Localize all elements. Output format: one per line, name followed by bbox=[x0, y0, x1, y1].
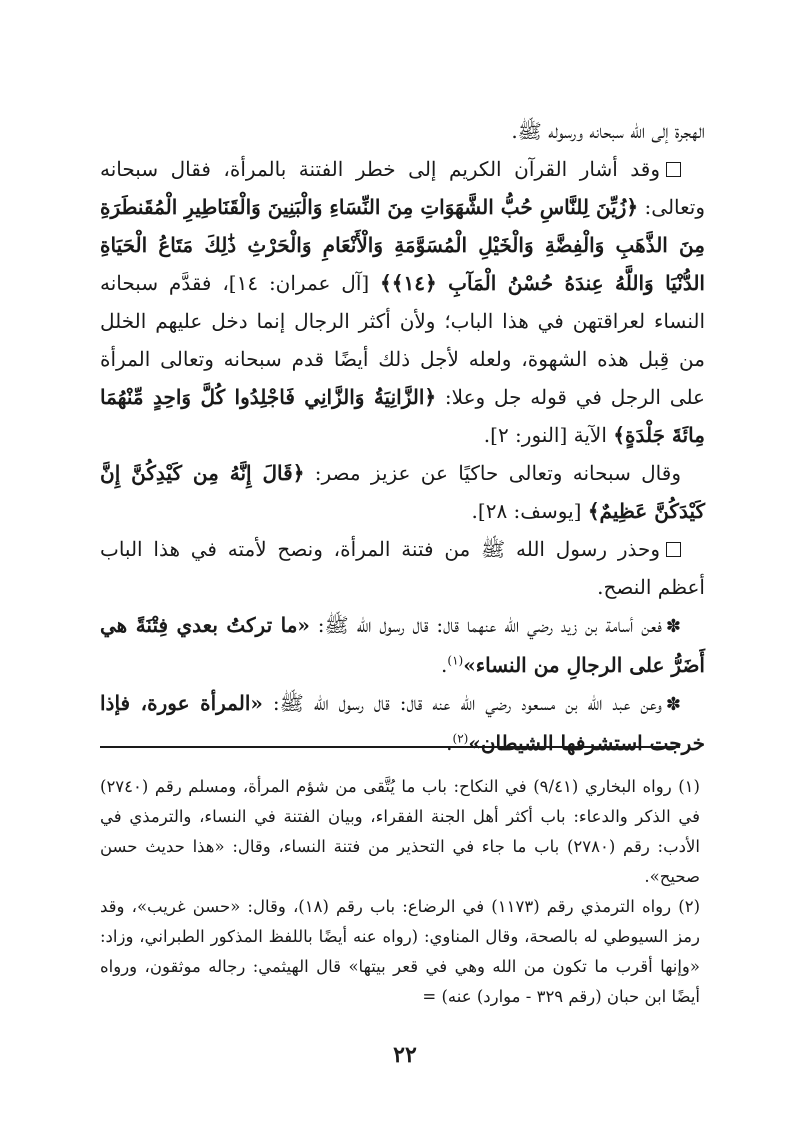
footnote-2: (٢) رواه الترمذي رقم (١١٧٣) في الرضاع: باب رقم (١٨)، وقال: «حسن غريب»، وقد رمز السيوطي له بالصحة، وقال المناوي: (رواه عنه أيضًا باللفظ المذكور الطبراني، وزاد: «وإنها أقرب ما تكون من الله وهي في قعر بيتها» قال الهيثمي: رجاله موثقون، ورواه أيضًا ابن حبان (رقم ٣٢٩ - موارد) عنه) = bbox=[100, 897, 700, 1006]
p4-text: وحذر رسول الله ﷺ من فتنة المرأة، ونصح لأمته في هذا الباب أعظم النصح. bbox=[100, 537, 705, 599]
paragraph-6: ✽وعن عبد الله بن مسعود رضي الله عنه قال: قال رسول الله ﷺ: «المرأة عورة، فإذا خرجت استشرفها الشيطان»$^{(٢)}$. bbox=[100, 691, 705, 755]
footnote-ref-1[interactable]: (١) bbox=[447, 653, 464, 668]
square-bullet-icon bbox=[666, 542, 681, 557]
p3-end: [يوسف: ٢٨]. bbox=[471, 499, 588, 523]
paragraph-5: ✽فعن أسامة بن زيد رضي الله عنهما قال: قال رسول الله ﷺ: «ما تركتُ بعدي فِتْنَةً هي أَضَرُّ على الرجالِ من النساء»$^{(١)}$. bbox=[100, 613, 705, 677]
p3-lead: وقال سبحانه وتعالى حاكيًا عن عزيز مصر: bbox=[304, 461, 681, 485]
paragraph-3 bbox=[100, 454, 705, 530]
quran-verse-yusuf: ﴿قَالَ إِنَّهُ مِن كَيْدِكُنَّ إِنَّ كَيْدَكُنَّ عَظِيمٌ﴾ bbox=[100, 461, 705, 523]
paragraph-2 bbox=[100, 150, 705, 454]
p6-lead: وعن عبد الله بن مسعود رضي الله عنه قال: قال رسول الله ﷺ: bbox=[262, 691, 662, 715]
footnote-ref-2[interactable]: (٢) bbox=[452, 731, 469, 746]
page-number: ٢٢ bbox=[393, 1042, 417, 1068]
p2-end: الآية [النور: ٢]. bbox=[483, 423, 614, 447]
p2-rest: فقدَّم سبحانه النساء لعراقتهن في هذا الباب؛ ولأن أكثر الرجال إنما دخل عليهم الخلل من قِبل هذه الشهوة، ولعله لأجل ذلك أيضًا قدم سبحانه وتعالى المرأة على الرجل في قوله جل وعلا: bbox=[100, 271, 705, 409]
quran-verse-al-imran: ﴿زُيِّنَ لِلنَّاسِ حُبُّ الشَّهَوَاتِ مِنَ النِّسَاءِ وَالْبَنِينَ وَالْقَنَاطِيرِ الْمُقَنطَرَةِ مِنَ الذَّهَبِ وَالْفِضَّةِ وَالْخَيْلِ الْمُسَوَّمَةِ وَالْأَنْعَامِ وَالْحَرْثِ ذَٰلِكَ مَتَاعُ الْحَيَاةِ الدُّنْيَا وَاللَّهُ عِندَهُ حُسْنُ الْمَآبِ ﴿١٤﴾﴾ bbox=[100, 195, 705, 295]
hadith-text-1: «ما تركتُ بعدي فِتْنَةً هي أَضَرُّ على الرجالِ من النساء» bbox=[100, 613, 705, 677]
quran-verse-an-nur: ﴿الزَّانِيَةُ وَالزَّانِي فَاجْلِدُوا كُلَّ وَاحِدٍ مِّنْهُمَا مِائَةَ جَلْدَةٍ﴾ bbox=[100, 385, 705, 447]
footnote-divider bbox=[100, 746, 680, 748]
paragraph-4 bbox=[100, 530, 705, 606]
star-bullet-icon: ✽ bbox=[665, 694, 682, 715]
star-bullet-icon: ✽ bbox=[665, 616, 681, 637]
square-bullet-icon bbox=[666, 162, 681, 177]
footnote-1: (١) رواه البخاري (٩/٤١) في النكاح: باب ما يُتَّقى من شؤم المرأة، ومسلم رقم (٢٧٤٠) في الذكر والدعاء: باب أكثر أهل الجنة الفقراء، وبيان الفتنة في النساء، والترمذي في الأدب: رقم (٢٧٨٠) باب ما جاء في التحذير من فتنة النساء، وقال: «هذا حديث حسن صحيح». bbox=[100, 777, 700, 886]
footnotes bbox=[100, 772, 700, 1012]
p5-lead: فعن أسامة بن زيد رضي الله عنهما قال: قال رسول الله ﷺ: bbox=[309, 613, 662, 637]
hadith-text-2: «المرأة عورة، فإذا خرجت استشرفها الشيطان» bbox=[100, 691, 705, 755]
p2-reference: [آل عمران: ١٤]، bbox=[211, 271, 381, 295]
paragraph-1: الهجرة إلى الله سبحانه ورسوله ﷺ. bbox=[511, 119, 705, 143]
p2-lead: وقد أشار القرآن الكريم إلى خطر الفتنة بالمرأة، فقال سبحانه وتعالى: bbox=[100, 157, 706, 219]
main-text bbox=[100, 112, 705, 762]
